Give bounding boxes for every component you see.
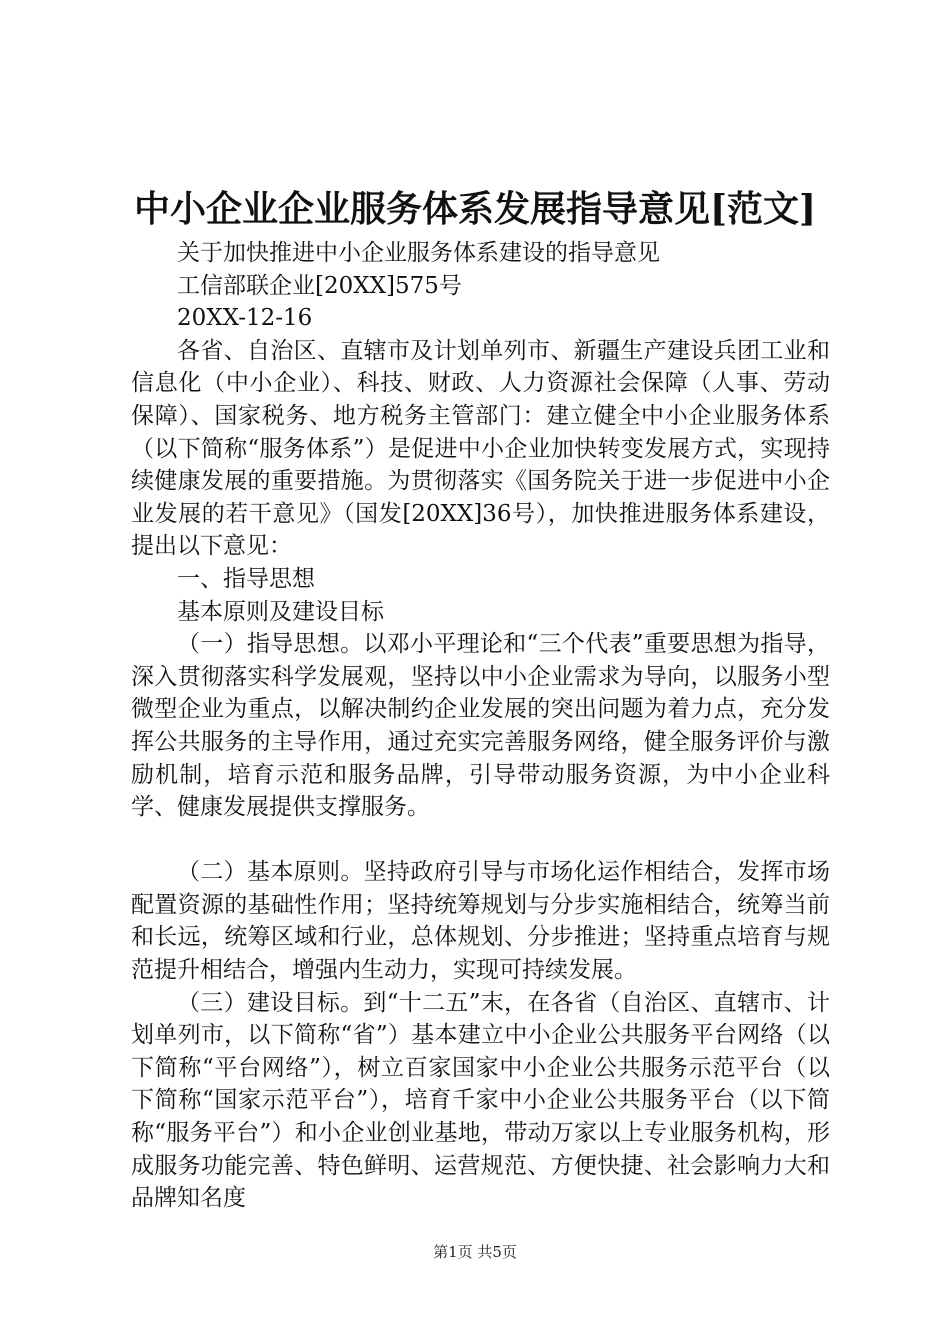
page-number: 第1页 共5页	[433, 1243, 517, 1261]
paragraph-basic-principles: （二）基本原则。坚持政府引导与市场化运作相结合，发挥市场配置资源的基础性作用；坚持统筹规划与分步实施相结合，统筹当前和长远，统筹区域和行业，总体规划、分步推进；坚持重点培育与规范提升相结合，增强内生动力，实现可持续发展。	[131, 859, 830, 984]
paragraph-date: 20XX-12-16	[177, 305, 313, 332]
paragraph-subtitle: 关于加快推进中小企业服务体系建设的指导意见	[177, 240, 660, 266]
section-heading: 一、指导思想	[177, 565, 315, 592]
document-body	[131, 237, 830, 1215]
paragraph-construction-goals: （三）建设目标。到“十二五”末，在各省（自治区、直辖市、计划单列市，以下简称“省”）基本建立中小企业公共服务平台网络（以下简称“平台网络”），树立百家国家中小企业公共服务示范平台（以下简称“国家示范平台”），培育千家中小企业公共服务平台（以下简称“服务平台”）和小企业创业基地，带动万家以上专业服务机构，形成服务功能完善、特色鲜明、运营规范、方便快捷、社会影响力大和品牌知名度	[131, 989, 830, 1212]
paragraph-guiding-thought: （一）指导思想。以邓小平理论和“三个代表”重要思想为指导，深入贯彻落实科学发展观，坚持以中小企业需求为导向，以服务小型微型企业为重点，以解决制约企业发展的突出问题为着力点，充分发挥公共服务的主导作用，通过充实完善服务网络，健全服务评价与激励机制，培育示范和服务品牌，引导带动服务资源，为中小企业科学、健康发展提供支撑服务。	[131, 631, 830, 821]
section-subheading: 基本原则及建设目标	[177, 598, 384, 625]
paragraph-doc-number: 工信部联企业[20XX]575号	[177, 272, 462, 299]
document-title: 中小企业企业服务体系发展指导意见[范文]	[133, 188, 817, 230]
paragraph-address: 各省、自治区、直辖市及计划单列市、新疆生产建设兵团工业和信息化（中小企业）、科技、财政、人力资源社会保障（人事、劳动保障）、国家税务、地方税务主管部门：建立健全中小企业服务体系（以下简称“服务体系”）是促进中小企业加快转变发展方式，实现持续健康发展的重要措施。为贯彻落实《国务院关于进一步促进中小企业发展的若干意见》（国发[20XX]36号），加快推进服务体系建设，提出以下意见：	[131, 337, 830, 560]
